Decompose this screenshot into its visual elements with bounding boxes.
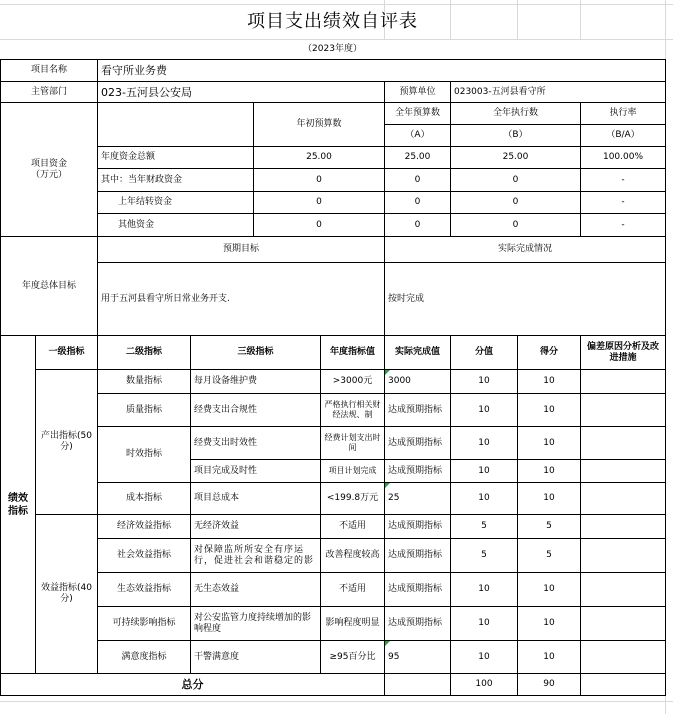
goals-expected-header: 预期目标 — [222, 244, 259, 254]
indicator-deviation[interactable] — [581, 539, 665, 572]
level2-quantity: 数量指标 — [125, 376, 162, 386]
indicator-target[interactable]: >3000元 — [332, 376, 373, 386]
header-level3: 三级指标 — [237, 347, 274, 357]
total-score[interactable]: 90 — [543, 679, 555, 689]
header-level2: 二级指标 — [125, 347, 162, 357]
project-name-label: 项目名称 — [30, 65, 67, 75]
indicator-level3: 干警满意度 — [194, 651, 240, 662]
funds-row-exec[interactable]: 25.00 — [502, 152, 529, 162]
year-label: （2023年度） — [303, 44, 362, 54]
funds-col-initial: 年初预算数 — [296, 119, 342, 129]
indicator-actual[interactable]: 25 — [388, 493, 400, 503]
indicator-deviation[interactable] — [581, 394, 665, 426]
indicator-actual[interactable]: 达成预期指标 — [388, 550, 443, 560]
indicator-actual[interactable]: 达成预期指标 — [388, 465, 443, 476]
funds-row-initial[interactable]: 0 — [316, 197, 322, 207]
indicator-actual[interactable]: 达成预期指标 — [388, 521, 443, 531]
indicator-level3: 项目总成本 — [194, 493, 240, 503]
funds-row-total[interactable]: 0 — [414, 197, 421, 207]
indicator-target[interactable]: 严格执行相关财经法规、制 — [324, 400, 381, 419]
goals-actual-text[interactable]: 按时完成 — [388, 293, 425, 304]
indicator-level3: 无经济效益 — [194, 521, 240, 531]
funds-row-total[interactable]: 25.00 — [404, 152, 431, 162]
indicator-deviation[interactable] — [581, 515, 665, 538]
funds-row-label: 年度资金总额 — [101, 152, 156, 162]
funds-row-initial[interactable]: 0 — [316, 174, 322, 185]
level2-timeliness: 时效指标 — [125, 449, 162, 459]
indicator-level3: 对公安监管力度持续增加的影响程度 — [194, 612, 312, 634]
funds-col-rate-code: （B/A） — [606, 130, 640, 140]
indicator-target[interactable]: <199.8万元 — [326, 493, 379, 503]
indicator-target[interactable]: 不适用 — [338, 521, 366, 531]
indicator-score-full[interactable]: 10 — [478, 437, 490, 448]
funds-row-rate[interactable]: - — [621, 197, 625, 207]
indicator-deviation[interactable] — [581, 641, 665, 673]
indicator-target[interactable]: 不适用 — [338, 584, 366, 594]
unit-value[interactable]: 023003-五河县看守所 — [454, 86, 546, 97]
total-score-full[interactable]: 100 — [475, 679, 493, 689]
funds-row-rate[interactable]: - — [621, 174, 625, 185]
indicator-score-full[interactable]: 10 — [478, 651, 490, 662]
indicator-deviation[interactable] — [581, 370, 665, 393]
indicator-deviation[interactable] — [581, 460, 665, 482]
cell-flag-icon — [385, 370, 390, 375]
goals-actual-header: 实际完成情况 — [497, 244, 552, 254]
indicator-actual[interactable]: 达成预期指标 — [388, 437, 443, 448]
indicator-score-full[interactable]: 10 — [478, 376, 490, 386]
goals-label: 年度总体目标 — [21, 280, 76, 291]
dept-value[interactable]: 023-五河县公安局 — [101, 85, 192, 99]
dept-label: 主管部门 — [30, 86, 67, 97]
indicator-deviation[interactable] — [581, 483, 665, 514]
indicator-score[interactable]: 10 — [543, 618, 555, 628]
funds-row-rate[interactable]: - — [621, 219, 625, 230]
level2-economic: 经济效益指标 — [116, 521, 171, 531]
indicator-score[interactable]: 10 — [543, 404, 555, 415]
header-deviation: 偏差原因分析及改进措施 — [586, 341, 659, 363]
indicator-score[interactable]: 5 — [546, 521, 552, 531]
indicator-score[interactable]: 10 — [543, 584, 555, 594]
indicator-actual[interactable]: 达成预期指标 — [388, 584, 443, 594]
level2-satisfaction: 满意度指标 — [121, 651, 167, 662]
funds-col-exec-code: （B） — [503, 130, 528, 140]
indicator-score[interactable]: 10 — [543, 651, 555, 662]
funds-row-exec[interactable]: 0 — [512, 219, 519, 230]
indicator-level3: 对保障监所所安全有序运行，促进社会和谐稳定的影 — [194, 544, 315, 566]
indicator-score-full[interactable]: 10 — [478, 618, 490, 628]
indicator-actual[interactable]: 达成预期指标 — [388, 618, 443, 628]
page-title: 项目支出绩效自评表 — [247, 10, 418, 32]
indicator-target[interactable]: ≥95百分比 — [329, 651, 376, 662]
indicator-score-full[interactable]: 10 — [478, 584, 490, 594]
indicator-level3: 经费支出时效性 — [194, 437, 258, 448]
indicator-deviation[interactable] — [581, 573, 665, 606]
cell-flag-icon — [385, 483, 390, 488]
indicator-level3: 无生态效益 — [194, 584, 240, 594]
group-output-label: 产出指标(50分) — [41, 431, 92, 452]
funds-row-initial[interactable]: 25.00 — [306, 152, 332, 162]
header-score: 得分 — [539, 347, 558, 357]
indicator-score[interactable]: 10 — [543, 493, 555, 503]
funds-col-total-code: （A） — [405, 130, 430, 140]
indicator-target[interactable]: 项目计划完成 — [328, 466, 377, 475]
project-name-value[interactable]: 看守所业务费 — [101, 64, 167, 77]
indicator-target[interactable]: 改善程度较高 — [325, 550, 380, 560]
funds-col-exec: 全年执行数 — [492, 108, 538, 118]
indicator-level3: 项目完成及时性 — [194, 465, 258, 476]
group-benefit-label: 效益指标(40分) — [41, 583, 92, 604]
indicator-target[interactable]: 经费计划支出时间 — [324, 433, 381, 452]
indicator-score[interactable]: 5 — [546, 550, 552, 560]
funds-col-rate: 执行率 — [609, 108, 637, 118]
funds-row-total[interactable]: 0 — [414, 174, 421, 185]
indicator-score[interactable]: 10 — [543, 465, 555, 476]
level2-cost: 成本指标 — [125, 493, 162, 503]
unit-label: 预算单位 — [399, 86, 436, 97]
level2-ecological: 生态效益指标 — [116, 584, 171, 594]
indicator-score-full[interactable]: 10 — [478, 493, 490, 503]
level2-social: 社会效益指标 — [116, 550, 171, 560]
funds-row-label: 其他资金 — [118, 219, 155, 230]
funds-row-initial[interactable]: 0 — [316, 219, 322, 230]
funds-row-exec[interactable]: 0 — [512, 197, 519, 207]
indicator-actual[interactable]: 达成预期指标 — [388, 404, 443, 415]
indicators-section-label: 绩效指标 — [8, 492, 28, 517]
indicator-deviation[interactable] — [581, 427, 665, 459]
indicator-deviation[interactable] — [581, 607, 665, 640]
indicator-target[interactable]: 影响程度明显 — [325, 618, 380, 628]
indicator-level3: 经费支出合规性 — [194, 404, 258, 415]
funds-col-total: 全年预算数 — [394, 108, 440, 118]
indicator-score[interactable]: 10 — [543, 376, 555, 386]
header-score-full: 分值 — [474, 347, 493, 357]
level2-sustainable: 可持续影响指标 — [112, 618, 176, 628]
indicator-score[interactable]: 10 — [543, 437, 555, 448]
indicator-actual[interactable]: 95 — [388, 651, 400, 662]
total-label: 总分 — [181, 678, 204, 691]
indicator-level3: 每月设备维护费 — [194, 376, 258, 386]
goals-expected-text[interactable]: 用于五河县看守所日常业务开支. — [101, 293, 230, 304]
funds-label: 项目资金 （万元） — [30, 158, 67, 180]
funds-row-label: 其中：当年财政资金 — [101, 174, 183, 185]
funds-row-exec[interactable]: 0 — [512, 174, 519, 185]
header-level1: 一级指标 — [48, 347, 85, 357]
funds-row-total[interactable]: 0 — [414, 219, 421, 230]
header-actual: 实际完成值 — [394, 347, 440, 357]
indicator-score-full[interactable]: 10 — [478, 465, 490, 476]
indicator-score-full[interactable]: 10 — [478, 404, 490, 415]
indicator-actual[interactable]: 3000 — [388, 376, 411, 386]
indicator-score-full[interactable]: 5 — [481, 521, 487, 531]
funds-row-label: 上年结转资金 — [118, 197, 173, 207]
funds-row-rate[interactable]: 100.00% — [602, 152, 644, 162]
cell-flag-icon — [385, 641, 390, 646]
header-target: 年度指标值 — [329, 347, 375, 357]
indicator-score-full[interactable]: 5 — [481, 550, 487, 560]
level2-quality: 质量指标 — [125, 404, 162, 415]
